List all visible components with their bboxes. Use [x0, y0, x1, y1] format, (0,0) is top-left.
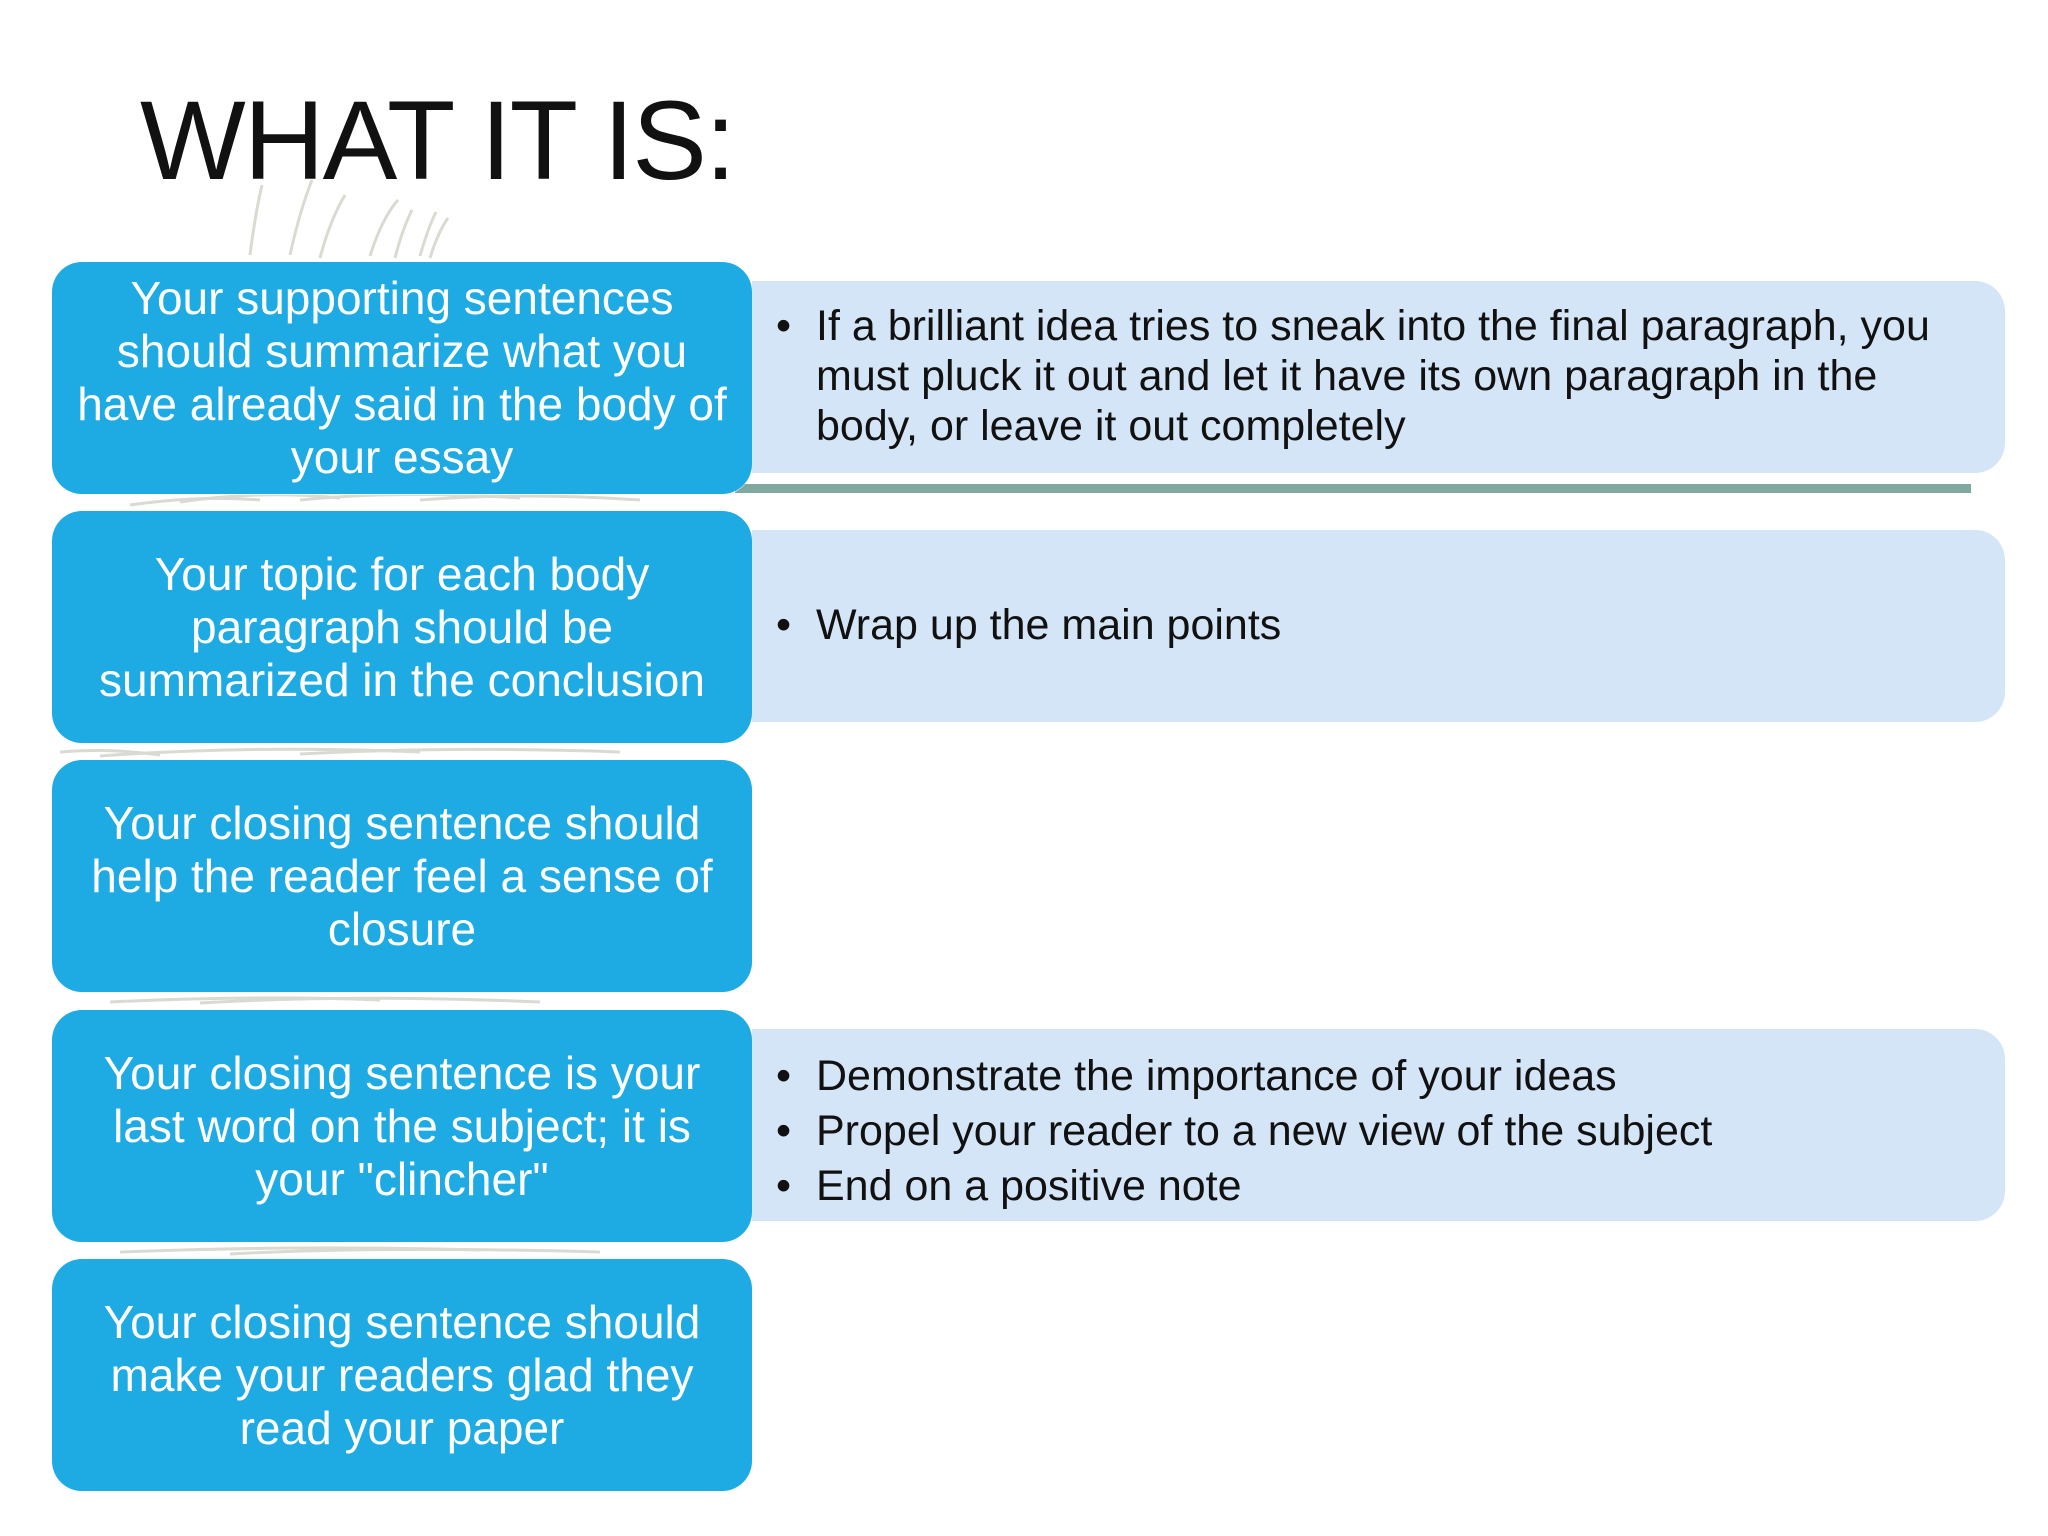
bullet-item: • Propel your reader to a new view of the subject	[768, 1104, 1965, 1159]
divider-line	[735, 484, 1971, 493]
bullet-item: • Demonstrate the importance of your ideas	[768, 1049, 1965, 1104]
left-item-1: Your supporting sentences should summarize what you have already said in the body of your essay	[52, 262, 752, 494]
right-item-1	[752, 281, 2005, 473]
left-item-2: Your topic for each body paragraph should be summarized in the conclusion	[52, 511, 752, 743]
bullet-item: • If a brilliant idea tries to sneak into the final paragraph, you must pluck it out and let it have its own paragraph in the body, or leave it out completely	[768, 301, 1965, 451]
page-title: WHAT IT IS:	[140, 78, 735, 203]
left-item-5: Your closing sentence should make your readers glad they read your paper	[52, 1259, 752, 1491]
right-item-3	[752, 1029, 2005, 1221]
bullet-list	[768, 301, 1965, 451]
left-item-4: Your closing sentence is your last word on the subject; it is your "clincher"	[52, 1010, 752, 1242]
bullet-item: • End on a positive note	[768, 1159, 1965, 1214]
bullet-list	[768, 600, 1965, 650]
bullet-item: • Wrap up the main points	[768, 600, 1965, 650]
right-item-2	[752, 530, 2005, 722]
bullet-list	[768, 1049, 1965, 1214]
left-item-3: Your closing sentence should help the reader feel a sense of closure	[52, 760, 752, 992]
